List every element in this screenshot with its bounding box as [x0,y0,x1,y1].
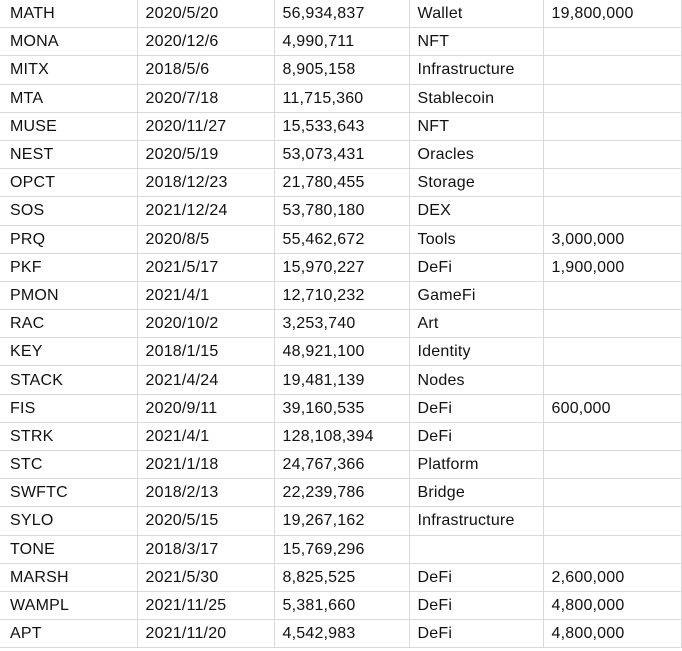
amount-cell[interactable]: 56,934,837 [274,0,409,28]
date-cell[interactable]: 2020/5/20 [137,0,274,28]
table-row [0,422,681,450]
table-row [0,591,681,619]
funding-cell[interactable] [543,281,681,309]
amount-cell[interactable]: 11,715,360 [274,84,409,112]
table-row [0,535,681,563]
date-cell[interactable]: 2021/4/1 [137,422,274,450]
category-cell[interactable]: DeFi [409,394,543,422]
table-row [0,281,681,309]
funding-cell[interactable]: 19,800,000 [543,0,681,28]
funding-cell[interactable] [543,169,681,197]
table-row [0,84,681,112]
funding-cell[interactable]: 4,800,000 [543,620,681,648]
table-row [0,310,681,338]
date-cell[interactable]: 2020/10/2 [137,310,274,338]
category-cell[interactable]: Art [409,310,543,338]
date-cell[interactable]: 2021/5/17 [137,253,274,281]
token-cell[interactable]: APT [0,620,137,648]
category-cell[interactable] [409,535,543,563]
token-cell[interactable]: RAC [0,310,137,338]
token-cell[interactable]: PRQ [0,225,137,253]
amount-cell[interactable]: 8,905,158 [274,56,409,84]
table-row [0,507,681,535]
category-cell[interactable]: Infrastructure [409,507,543,535]
table-row [0,140,681,168]
token-cell[interactable]: MONA [0,28,137,56]
token-cell[interactable]: SYLO [0,507,137,535]
funding-cell[interactable] [543,197,681,225]
token-cell[interactable]: PMON [0,281,137,309]
category-cell[interactable]: Oracles [409,140,543,168]
date-cell[interactable]: 2020/12/6 [137,28,274,56]
amount-cell[interactable]: 8,825,525 [274,563,409,591]
category-cell[interactable]: Infrastructure [409,56,543,84]
amount-cell[interactable]: 15,533,643 [274,112,409,140]
table-row [0,394,681,422]
funding-cell[interactable] [543,84,681,112]
date-cell[interactable]: 2021/12/24 [137,197,274,225]
funding-cell[interactable]: 600,000 [543,394,681,422]
funding-cell[interactable] [543,112,681,140]
amount-cell[interactable]: 53,780,180 [274,197,409,225]
funding-cell[interactable]: 2,600,000 [543,563,681,591]
token-cell[interactable]: STRK [0,422,137,450]
category-cell[interactable]: Storage [409,169,543,197]
date-cell[interactable]: 2020/5/15 [137,507,274,535]
token-cell[interactable]: SWFTC [0,479,137,507]
funding-cell[interactable] [543,140,681,168]
funding-cell[interactable] [543,451,681,479]
table-row [0,338,681,366]
token-cell[interactable]: MATH [0,0,137,28]
amount-cell[interactable]: 22,239,786 [274,479,409,507]
token-cell[interactable]: FIS [0,394,137,422]
date-cell[interactable]: 2021/4/1 [137,281,274,309]
category-cell[interactable]: Wallet [409,0,543,28]
date-cell[interactable]: 2018/12/23 [137,169,274,197]
table-row [0,225,681,253]
funding-cell[interactable]: 1,900,000 [543,253,681,281]
funding-cell[interactable] [543,479,681,507]
table-row [0,56,681,84]
category-cell[interactable]: DeFi [409,422,543,450]
category-cell[interactable]: Stablecoin [409,84,543,112]
funding-cell[interactable] [543,310,681,338]
funding-cell[interactable]: 4,800,000 [543,591,681,619]
amount-cell[interactable]: 5,381,660 [274,591,409,619]
amount-cell[interactable]: 55,462,672 [274,225,409,253]
table-row [0,28,681,56]
funding-cell[interactable]: 3,000,000 [543,225,681,253]
amount-cell[interactable]: 128,108,394 [274,422,409,450]
category-cell[interactable]: Identity [409,338,543,366]
category-cell[interactable]: GameFi [409,281,543,309]
date-cell[interactable]: 2020/7/18 [137,84,274,112]
category-cell[interactable]: NFT [409,112,543,140]
category-cell[interactable]: DEX [409,197,543,225]
table-row [0,620,681,648]
token-cell[interactable]: STC [0,451,137,479]
date-cell[interactable]: 2021/11/20 [137,620,274,648]
token-cell[interactable]: MTA [0,84,137,112]
amount-cell[interactable]: 53,073,431 [274,140,409,168]
token-cell[interactable]: KEY [0,338,137,366]
date-cell[interactable]: 2021/5/30 [137,563,274,591]
funding-cell[interactable] [543,535,681,563]
amount-cell[interactable]: 39,160,535 [274,394,409,422]
category-cell[interactable]: DeFi [409,253,543,281]
amount-cell[interactable]: 4,542,983 [274,620,409,648]
category-cell[interactable]: Nodes [409,366,543,394]
funding-cell[interactable] [543,422,681,450]
category-cell[interactable]: Bridge [409,479,543,507]
table-row [0,197,681,225]
amount-cell[interactable]: 21,780,455 [274,169,409,197]
funding-cell[interactable] [543,28,681,56]
table-row [0,479,681,507]
date-cell[interactable]: 2021/11/25 [137,591,274,619]
funding-cell[interactable] [543,338,681,366]
funding-cell[interactable] [543,507,681,535]
token-cell[interactable]: MUSE [0,112,137,140]
date-cell[interactable]: 2018/5/6 [137,56,274,84]
table-row [0,253,681,281]
token-cell[interactable]: PKF [0,253,137,281]
category-cell[interactable]: NFT [409,28,543,56]
table-row [0,451,681,479]
token-cell[interactable]: WAMPL [0,591,137,619]
token-cell[interactable]: NEST [0,140,137,168]
token-cell[interactable]: SOS [0,197,137,225]
token-cell[interactable]: STACK [0,366,137,394]
token-cell[interactable]: OPCT [0,169,137,197]
table-row [0,0,681,28]
date-cell[interactable]: 2018/2/13 [137,479,274,507]
date-cell[interactable]: 2020/9/11 [137,394,274,422]
date-cell[interactable]: 2018/3/17 [137,535,274,563]
date-cell[interactable]: 2021/1/18 [137,451,274,479]
category-cell[interactable]: Platform [409,451,543,479]
amount-cell[interactable]: 24,767,366 [274,451,409,479]
date-cell[interactable]: 2018/1/15 [137,338,274,366]
amount-cell[interactable]: 15,970,227 [274,253,409,281]
category-cell[interactable]: Tools [409,225,543,253]
token-cell[interactable]: TONE [0,535,137,563]
amount-cell[interactable]: 12,710,232 [274,281,409,309]
category-cell[interactable]: DeFi [409,620,543,648]
table-row [0,563,681,591]
funding-cell[interactable] [543,366,681,394]
table-row [0,366,681,394]
amount-cell[interactable]: 3,253,740 [274,310,409,338]
amount-cell[interactable]: 4,990,711 [274,28,409,56]
date-cell[interactable]: 2020/11/27 [137,112,274,140]
amount-cell[interactable]: 19,481,139 [274,366,409,394]
date-cell[interactable]: 2020/8/5 [137,225,274,253]
amount-cell[interactable]: 48,921,100 [274,338,409,366]
amount-cell[interactable]: 15,769,296 [274,535,409,563]
amount-cell[interactable]: 19,267,162 [274,507,409,535]
date-cell[interactable]: 2020/5/19 [137,140,274,168]
category-cell[interactable]: DeFi [409,563,543,591]
category-cell[interactable]: DeFi [409,591,543,619]
token-cell[interactable]: MARSH [0,563,137,591]
table-row [0,112,681,140]
date-cell[interactable]: 2021/4/24 [137,366,274,394]
funding-cell[interactable] [543,56,681,84]
table-row [0,169,681,197]
token-cell[interactable]: MITX [0,56,137,84]
